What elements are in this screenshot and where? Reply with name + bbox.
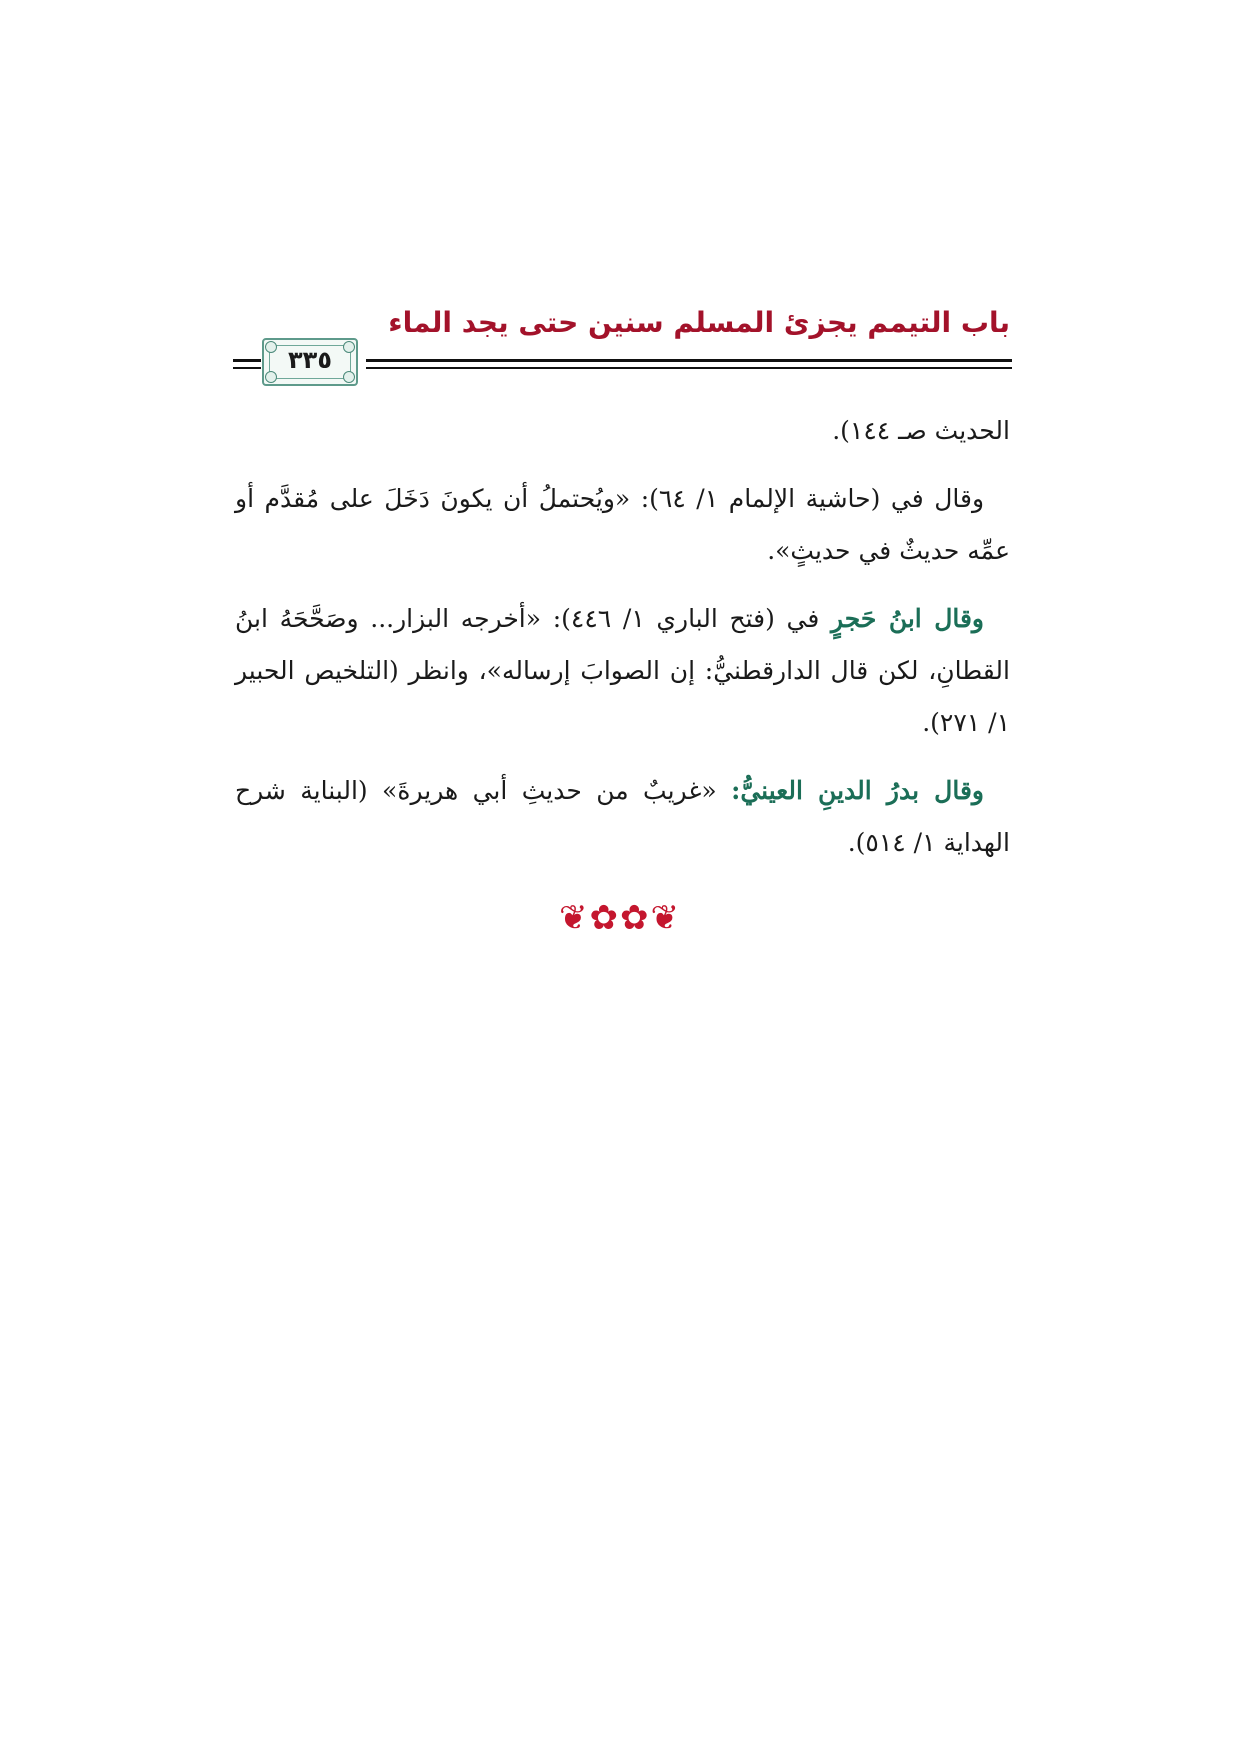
page-number-badge bbox=[262, 338, 358, 386]
body-text bbox=[235, 405, 1010, 885]
header-rule bbox=[366, 359, 1012, 362]
paragraph-hashiyat-al-ilmam bbox=[235, 473, 1010, 577]
scholar-name: وقال ابنُ حَجرٍ bbox=[831, 604, 984, 633]
paragraph-al-ayni bbox=[235, 765, 1010, 869]
paragraph-text: الحديث صـ ١٤٤). bbox=[832, 416, 1010, 445]
chapter-title: باب التيمم يجزئ المسلم سنين حتى يجد الماء bbox=[388, 306, 1010, 339]
header-rule-thin bbox=[366, 367, 1012, 369]
paragraph-text: في (فتح الباري ١/ ٤٤٦): «أخرجه البزار... وصَحَّحَهُ ابنُ القطانِ، لكن قال الدارقطنيُّ: إن الصوابَ إرساله»، وانظر (التلخيص الحبير ١/ ٢٧١). bbox=[235, 604, 1010, 737]
scholar-name: وقال بدرُ الدينِ العينيُّ: bbox=[731, 776, 984, 805]
paragraph-continuation bbox=[235, 405, 1010, 457]
paragraph-ibn-hajar bbox=[235, 593, 1010, 749]
page-number: ٣٣٥ bbox=[288, 346, 332, 374]
section-end-ornament: ❦✿✿❦ bbox=[559, 898, 681, 938]
header-rule-left-thin bbox=[233, 367, 261, 369]
header-rule-left bbox=[233, 359, 261, 362]
paragraph-text: وقال في (حاشية الإلمام ١/ ٦٤): «ويُحتملُ أن يكونَ دَخَلَ على مُقدَّم أو عمِّه حديثٌ في حديثٍ». bbox=[235, 484, 1010, 565]
paragraph-text: «غريبٌ من حديثِ أبي هريرةَ» (البناية شرح الهداية ١/ ٥١٤). bbox=[235, 776, 1010, 857]
